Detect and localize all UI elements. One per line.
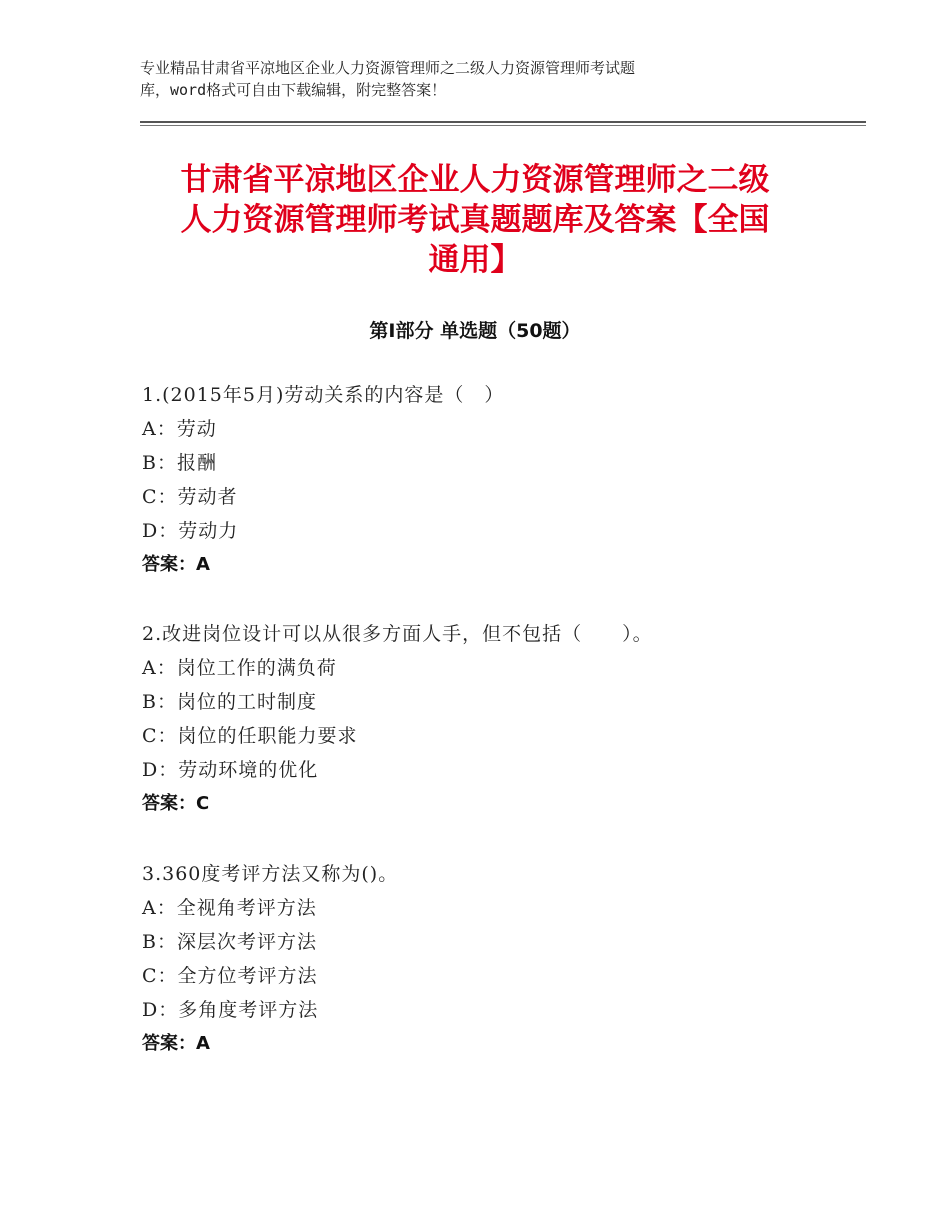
header-divider-thin — [140, 125, 866, 126]
option-a: A：劳动 — [142, 418, 217, 440]
option-a: A：全视角考评方法 — [142, 897, 317, 919]
header-divider-thick — [140, 121, 866, 123]
option-d: D：劳动环境的优化 — [142, 759, 319, 781]
option-c: C：全方位考评方法 — [142, 965, 318, 987]
question-block — [142, 378, 802, 582]
section-title: 第Ⅰ部分 单选题（50题） — [369, 320, 581, 342]
document-title-line-3: 通用】 — [428, 242, 522, 278]
question-block — [142, 857, 802, 1061]
header-note — [140, 57, 780, 101]
option-a: A：岗位工作的满负荷 — [142, 657, 337, 679]
option-c: C：岗位的任职能力要求 — [142, 725, 358, 747]
answer-label: 答案：C — [142, 793, 210, 814]
option-d: D：多角度考评方法 — [142, 999, 319, 1021]
question-stem: 2.改进岗位设计可以从很多方面人手，但不包括（ ）。 — [142, 623, 653, 645]
answer-label: 答案：A — [142, 1033, 210, 1054]
question-block — [142, 617, 802, 821]
option-b: B：报酬 — [142, 452, 217, 474]
header-note-line-1: 专业精品甘肃省平凉地区企业人力资源管理师之二级人力资源管理师考试题 — [140, 59, 636, 77]
question-stem: 3.360度考评方法又称为()。 — [142, 863, 399, 885]
document-title-line-1: 甘肃省平凉地区企业人力资源管理师之二级 — [180, 162, 770, 198]
option-b: B：深层次考评方法 — [142, 931, 317, 953]
option-c: C：劳动者 — [142, 486, 238, 508]
option-b: B：岗位的工时制度 — [142, 691, 317, 713]
document-title — [140, 160, 810, 280]
option-d: D：劳动力 — [142, 520, 239, 542]
header-note-line-2: 库，word格式可自由下载编辑，附完整答案！ — [140, 81, 447, 99]
answer-label: 答案：A — [142, 554, 210, 575]
document-title-line-2: 人力资源管理师考试真题题库及答案【全国 — [180, 202, 770, 238]
question-stem: 1.(2015年5月)劳动关系的内容是（ ） — [142, 384, 505, 406]
